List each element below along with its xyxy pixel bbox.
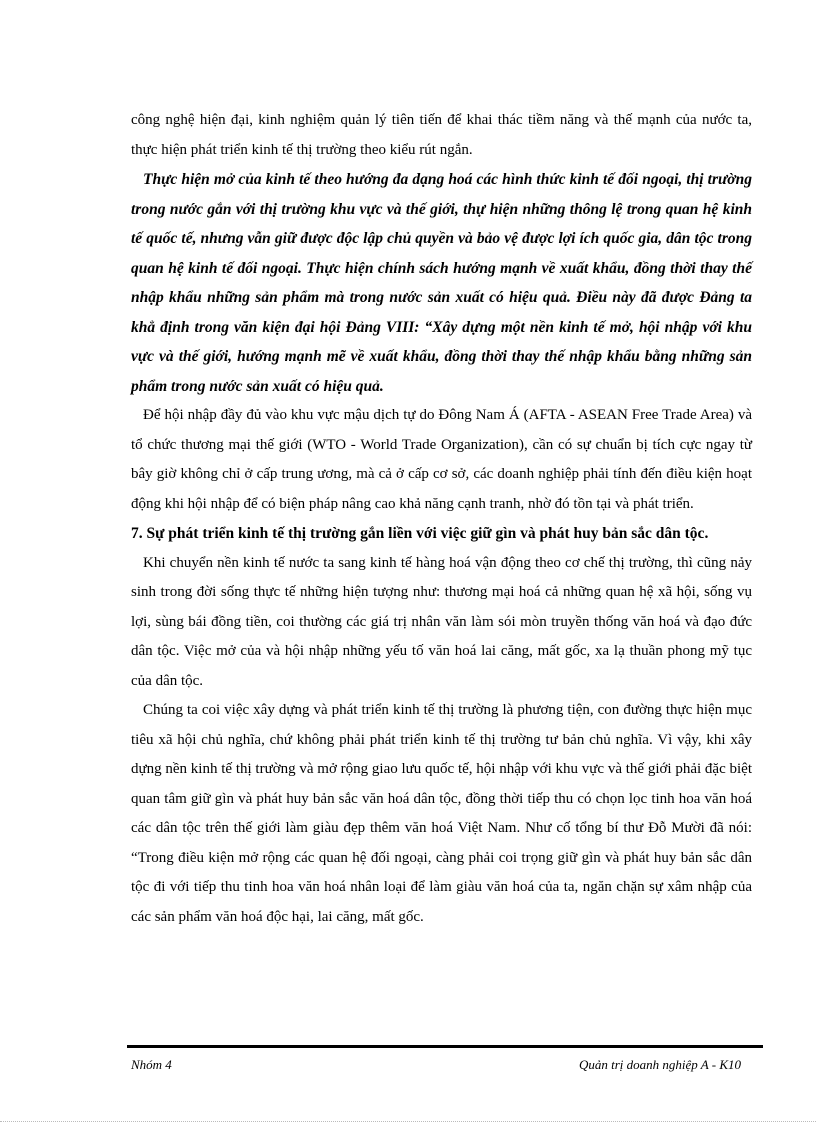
paragraph-market-effects: Khi chuyển nền kinh tế nước ta sang kinh tế hàng hoá vận động theo cơ chế thị trường, thì cũng nảy sinh trong đời sống thực tế những hiện tượng như: thương mại hoá cả những quan hệ xã hội, sống vụ lợi, sùng bái đồng tiền, coi thường các giá trị nhân văn làm sói mòn truyền thống văn hoá và đạo đức dân tộc. Việc mở của và hội nhập những yếu tố văn hoá lai căng, mất gốc, xa lạ thuần phong mỹ tục của dân tộc. [131, 554, 752, 689]
paragraph-integration: Để hội nhập đầy đủ vào khu vực mậu dịch tự do Đông Nam Á (AFTA - ASEAN Free Trade Area) và tổ chức thương mại thế giới (WTO - World Trade Organization), cần có sự chuẩn bị tích cực ngay từ bây giờ không chỉ ở cấp trung ương, mà cả ở cấp cơ sở, các doanh nghiệp phải tính đến điều kiện hoạt động khi hội nhập để có biện pháp nâng cao khả năng cạnh tranh, nhờ đó tồn tại và phát triển. [131, 407, 752, 512]
section-heading: 7. Sự phát triển kinh tế thị trường gắn liền với việc giữ gìn và phát huy bản sắc dân tộc. [131, 525, 709, 542]
footer-course-label: Quản trị doanh nghiệp A - K10 [578, 1057, 741, 1072]
footer-divider [127, 1045, 763, 1048]
page-bottom-border [0, 1121, 816, 1122]
paragraph-emphasis: Thực hiện mở của kinh tế theo hướng đa dạng hoá các hình thức kinh tế đối ngoại, thị trường trong nước gắn với thị trường khu vực và thế giới, thự hiện những thông lệ trong quan hệ kinh tế quốc tế, nhưng vẫn giữ được độc lập chủ quyền và bảo vệ được lợi ích quốc gia, dân tộc trong quan hệ kinh tế đối ngoại. Thực hiện chính sách hướng mạnh về xuất khẩu, đồng thời thay thế nhập khẩu những sản phẩm mà trong nước sản xuất có hiệu quả. Điều này đã được Đảng ta khẳ định trong văn kiện đại hội Đảng VIII: “Xây dựng một nền kinh tế mở, hội nhập với khu vực và thế giới, hướng mạnh mẽ về xuất khẩu, đồng thời thay thế nhập khẩu bằng những sản phẩm trong nước sản xuất có hiệu quả. [131, 171, 752, 395]
paragraph-intro: công nghệ hiện đại, kinh nghiệm quản lý tiên tiến để khai thác tiềm năng và thế mạnh của nước ta, thực hiện phát triển kinh tế thị trường theo kiểu rút ngắn. [131, 112, 752, 158]
footer-group-label: Nhóm 4 [131, 1057, 172, 1072]
page-footer [131, 1057, 741, 1073]
paragraph-cultural-identity: Chúng ta coi việc xây dựng và phát triển kinh tế thị trường là phương tiện, con đường thực hiện mục tiêu xã hội chủ nghĩa, chứ không phải phát triển kinh tế thị trường tư bản chủ nghĩa. Vì vậy, khi xây dựng nền kinh tế thị trường và mở rộng giao lưu quốc tế, hội nhập với khu vực và thế giới phải đặc biệt quan tâm giữ gìn và phát huy bản sắc văn hoá dân tộc, đồng thời tiếp thu có chọn lọc tinh hoa văn hoá các dân tộc trên thế giới làm giàu đẹp thêm văn hoá Việt Nam. Như cố tổng bí thư Đỗ Mười đã nói: “Trong điều kiện mở rộng các quan hệ đối ngoại, càng phải coi trọng giữ gìn và phát huy bản sắc dân tộc đi với tiếp thu tinh hoa văn hoá nhân loại để làm giàu văn hoá của ta, ngăn chặn sự xâm nhập của các sản phẩm văn hoá độc hại, lai căng, mất gốc. [131, 702, 752, 925]
document-body [131, 106, 752, 932]
